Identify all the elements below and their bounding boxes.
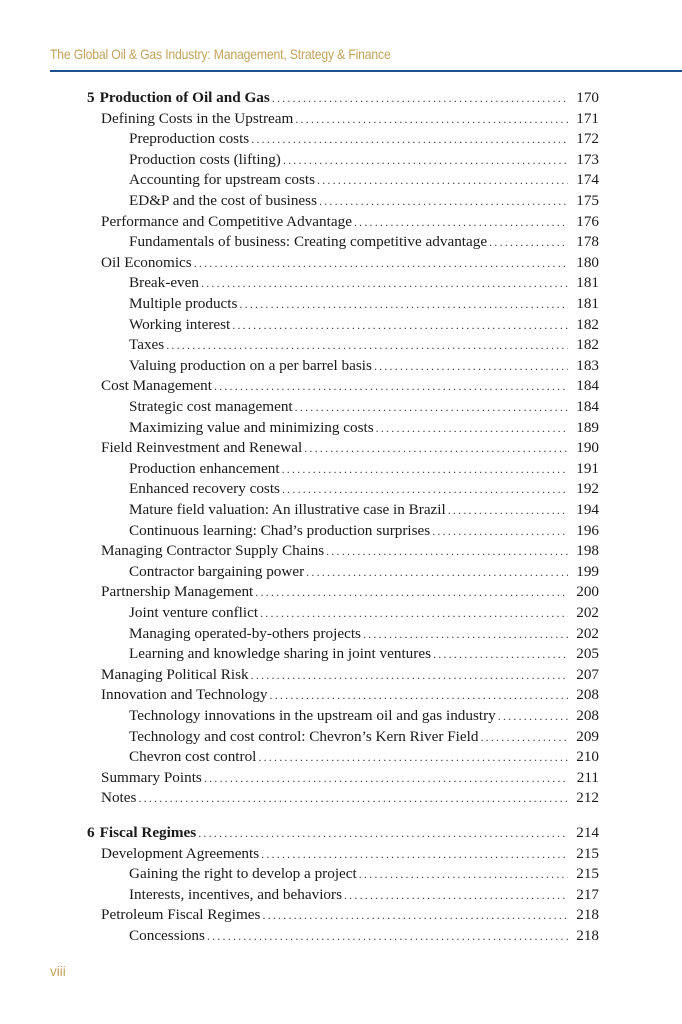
toc-subsection: [129, 294, 599, 314]
dot-leader: [272, 88, 568, 108]
toc-chapter-number: 6: [87, 824, 95, 841]
toc-page-number: 181: [576, 274, 599, 292]
toc-entry-title: Continuous learning: Chad’s production surprises: [129, 521, 431, 539]
toc-page-number: 199: [576, 562, 599, 580]
toc-subsection: [129, 747, 599, 767]
toc-page-number: 174: [576, 171, 599, 189]
dot-leader: [232, 315, 568, 335]
dot-leader: [270, 685, 568, 705]
toc-subsection: [129, 273, 599, 293]
toc-subsection: [129, 727, 599, 747]
toc-section: [101, 788, 599, 808]
dot-leader: [498, 706, 568, 726]
toc-subsection: [129, 479, 599, 499]
toc-entry-title: Contractor bargaining power: [129, 562, 305, 580]
toc-entry-title: Fundamentals of business: Creating competitive advantage: [129, 233, 488, 251]
toc-page-number: 217: [576, 885, 599, 903]
toc-section: [101, 905, 599, 925]
toc-section: [101, 109, 599, 129]
toc-page-number: 175: [576, 192, 599, 209]
toc-entry-title: Production enhancement: [129, 459, 280, 477]
toc-page-number: 214: [576, 824, 599, 841]
toc-entry-title: Defining Costs in the Upstream: [101, 109, 294, 127]
dot-leader: [251, 129, 568, 149]
toc-subsection: [129, 562, 599, 582]
toc-subsection: [129, 885, 599, 905]
toc-subsection: [129, 521, 599, 541]
toc-subsection: [129, 418, 599, 438]
dot-leader: [261, 844, 568, 864]
toc-section: [101, 844, 599, 864]
toc-entry-title: Development Agreements: [101, 844, 260, 862]
toc-subsection: [129, 706, 599, 726]
toc-page-number: 173: [576, 150, 599, 168]
toc-entry-title: Chevron cost control: [129, 748, 257, 766]
toc-entry-title: Enhanced recovery costs: [129, 480, 280, 498]
toc-subsection: [129, 191, 599, 211]
dot-leader: [204, 768, 568, 788]
toc-section: [101, 438, 599, 458]
toc-page-number: 190: [576, 439, 599, 457]
toc-entry-title: Fiscal Regimes: [99, 824, 197, 841]
toc-entry-title: Taxes: [129, 336, 165, 354]
page-number: viii: [50, 964, 66, 979]
toc-entry-title: Performance and Competitive Advantage: [101, 212, 352, 230]
toc-page-number: 218: [576, 906, 599, 924]
toc-page-number: 184: [576, 377, 599, 395]
toc-entry-title: Technology innovations in the upstream oil and gas industry: [129, 707, 496, 724]
toc-entry-title: Break-even: [129, 274, 199, 292]
dot-leader: [304, 438, 568, 458]
dot-leader: [295, 109, 568, 129]
toc-entry-title: Learning and knowledge sharing in joint ventures: [129, 645, 431, 663]
toc-entry-title: Technology and cost control: Chevron’s Kern River Field: [129, 727, 479, 745]
dot-leader: [489, 232, 568, 252]
dot-leader: [214, 376, 568, 396]
toc-page-number: 215: [576, 844, 599, 862]
toc-page-number: 194: [576, 501, 599, 518]
toc-page-number: 196: [576, 521, 599, 539]
toc-subsection: [129, 335, 599, 355]
toc-entry-title: Innovation and Technology: [101, 686, 268, 704]
toc-subsection: [129, 500, 599, 520]
toc-entry-title: Summary Points: [101, 768, 202, 786]
toc-page-number: 191: [576, 459, 599, 477]
toc-page-number: 192: [576, 480, 599, 498]
toc-page-number: 200: [576, 583, 599, 601]
toc-subsection: [129, 170, 599, 190]
toc-subsection: [129, 926, 599, 946]
dot-leader: [283, 150, 568, 170]
toc-entry-title: Multiple products: [129, 295, 238, 312]
toc-page-number: 210: [576, 748, 599, 766]
dot-leader: [262, 905, 568, 925]
toc-page-number: 172: [576, 130, 599, 148]
toc-entry-title: ED&P and the cost of business: [129, 192, 317, 209]
toc-subsection: [129, 232, 599, 252]
dot-leader: [295, 397, 568, 417]
toc-subsection: [129, 129, 599, 149]
toc-entry-title: Notes: [101, 789, 137, 807]
toc-section: [101, 376, 599, 396]
running-head: The Global Oil & Gas Industry: Management, Strategy & Finance: [50, 47, 391, 62]
toc-page-number: 202: [576, 604, 599, 621]
toc-section: [101, 685, 599, 705]
toc-entry-title: Mature field valuation: An illustrative case in Brazil: [129, 501, 446, 518]
dot-leader: [258, 747, 568, 767]
toc-subsection: [129, 356, 599, 376]
toc-chapter: [87, 88, 599, 108]
dot-leader: [166, 335, 568, 355]
toc-section: [101, 582, 599, 602]
dot-leader: [251, 665, 568, 685]
toc-entry-title: Oil Economics: [101, 253, 192, 271]
toc-page-number: 189: [576, 418, 599, 436]
dot-leader: [282, 459, 568, 479]
dot-leader: [194, 253, 568, 273]
toc-page-number: 198: [576, 542, 599, 560]
toc-entry-title: Accounting for upstream costs: [129, 171, 316, 189]
toc-entry-title: Production costs (lifting): [129, 150, 281, 168]
toc-page-number: 178: [576, 233, 599, 251]
toc-chapter-number: 5: [87, 89, 95, 106]
dot-leader: [433, 644, 568, 664]
toc-subsection: [129, 603, 599, 623]
toc-entry-title: Petroleum Fiscal Regimes: [101, 906, 261, 924]
toc-subsection: [129, 397, 599, 417]
dot-leader: [344, 885, 568, 905]
toc-subsection: [129, 459, 599, 479]
toc-page-number: 183: [576, 356, 599, 374]
dot-leader: [376, 418, 568, 438]
toc-page-number: 182: [576, 336, 599, 354]
dot-leader: [138, 788, 568, 808]
toc-section: [101, 253, 599, 273]
toc-entry-title: Joint venture conflict: [129, 604, 259, 621]
toc-page-number: 208: [576, 686, 599, 704]
toc-entry-title: Managing Political Risk: [101, 665, 249, 683]
dot-leader: [317, 170, 568, 190]
toc-page-number: 207: [576, 665, 599, 683]
toc-entry-title: Field Reinvestment and Renewal: [101, 439, 303, 457]
toc-entry-title: Production of Oil and Gas: [99, 89, 270, 106]
dot-leader: [448, 500, 568, 520]
toc-section: [101, 541, 599, 561]
toc-page-number: 218: [576, 927, 599, 944]
toc-subsection: [129, 150, 599, 170]
toc-entry-title: Strategic cost management: [129, 398, 293, 415]
toc-entry-title: Managing Contractor Supply Chains: [101, 542, 325, 560]
toc-entry-title: Valuing production on a per barrel basis: [129, 356, 372, 374]
dot-leader: [354, 212, 568, 232]
toc-page-number: 205: [576, 645, 599, 663]
toc-entry-title: Maximizing value and minimizing costs: [129, 418, 374, 436]
toc-entry-title: Concessions: [129, 927, 205, 944]
toc-page-number: 171: [576, 109, 599, 127]
dot-leader: [255, 582, 568, 602]
toc-page-number: 208: [576, 707, 599, 724]
dot-leader: [432, 521, 568, 541]
dot-leader: [260, 603, 568, 623]
toc-subsection: [129, 315, 599, 335]
toc-section: [101, 665, 599, 685]
dot-leader: [201, 273, 568, 293]
toc-entry-title: Gaining the right to develop a project: [129, 865, 357, 883]
toc-page-number: 181: [576, 295, 599, 312]
toc-page-number: 202: [576, 624, 599, 642]
dot-leader: [282, 479, 568, 499]
toc-page-number: 215: [576, 865, 599, 883]
toc-entry-title: Cost Management: [101, 377, 212, 395]
toc-page-number: 184: [576, 398, 599, 415]
dot-leader: [239, 294, 568, 314]
toc-page-number: 211: [576, 768, 599, 786]
toc-entry-title: Preproduction costs: [129, 130, 250, 148]
toc-page-number: 182: [576, 315, 599, 333]
toc-entry-title: Partnership Management: [101, 583, 254, 601]
dot-leader: [363, 624, 568, 644]
dot-leader: [359, 864, 568, 884]
toc-entry-title: Managing operated-by-others projects: [129, 624, 361, 642]
dot-leader: [480, 727, 568, 747]
dot-leader: [306, 562, 568, 582]
toc-entry-title: Interests, incentives, and behaviors: [129, 885, 342, 903]
dot-leader: [207, 926, 568, 946]
toc-page-number: 180: [576, 253, 599, 271]
toc-subsection: [129, 624, 599, 644]
dot-leader: [198, 823, 568, 843]
toc-section: [101, 212, 599, 232]
header-rule: [50, 70, 682, 72]
toc-page-number: 209: [576, 727, 599, 745]
dot-leader: [319, 191, 568, 211]
toc-subsection: [129, 864, 599, 884]
toc-chapter: [87, 823, 599, 843]
toc-page-number: 176: [576, 212, 599, 230]
toc-subsection: [129, 644, 599, 664]
toc-page-number: 212: [576, 789, 599, 807]
toc-entry-title: Working interest: [129, 315, 231, 333]
dot-leader: [374, 356, 568, 376]
toc-section: [101, 768, 599, 788]
dot-leader: [326, 541, 568, 561]
toc-page-number: 170: [576, 89, 599, 106]
